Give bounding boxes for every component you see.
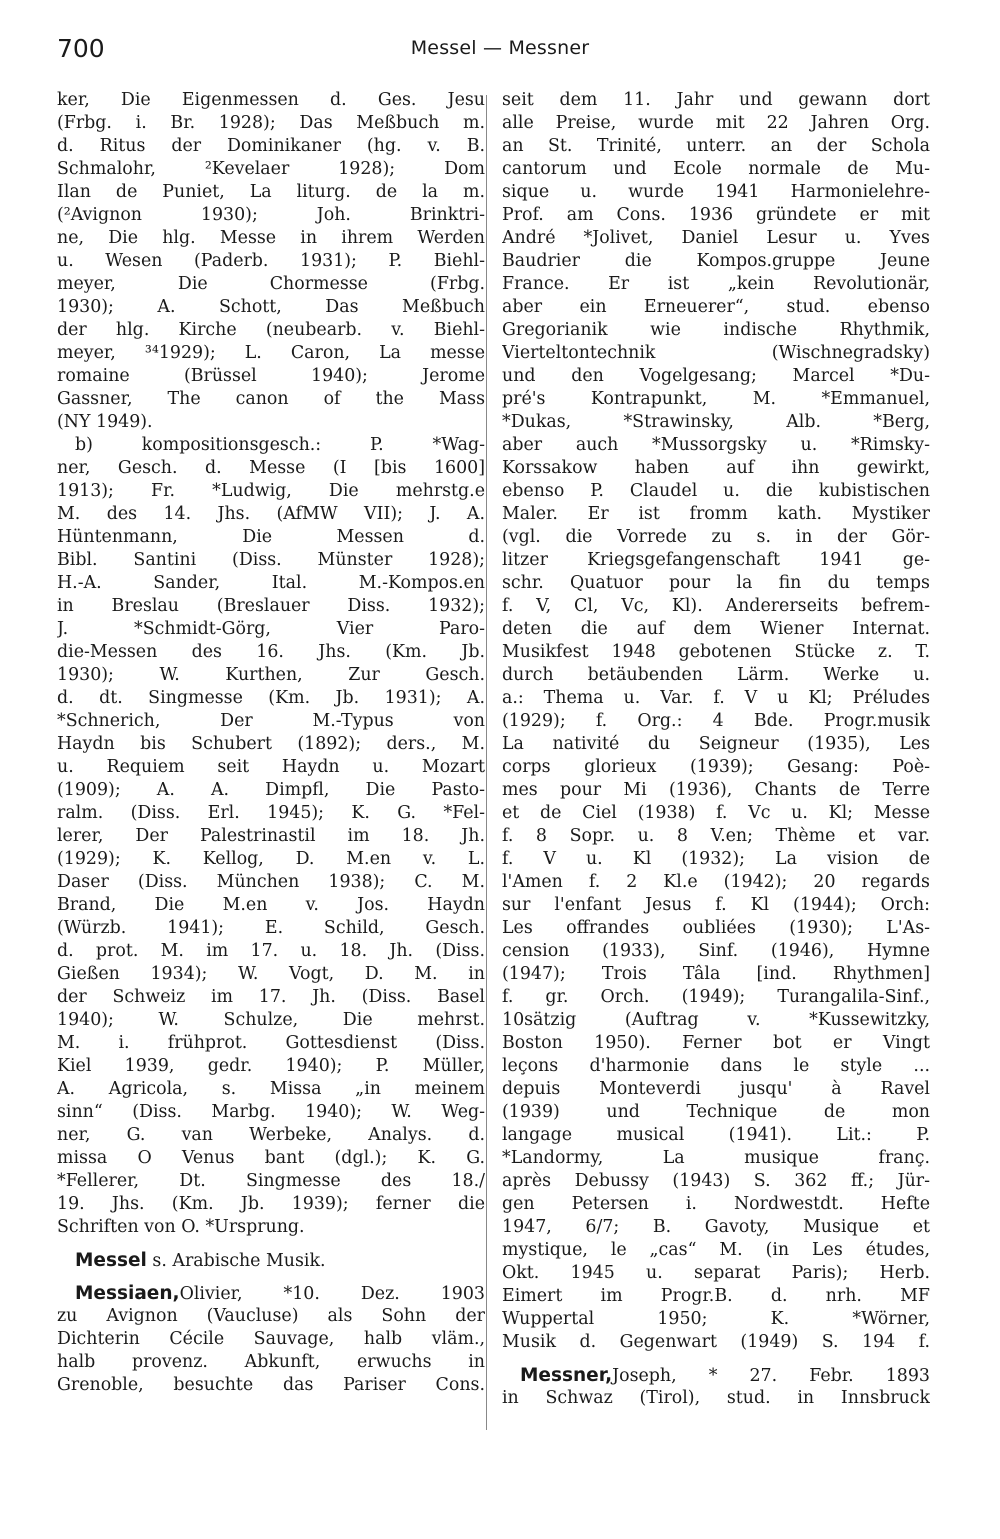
text-line: Kiel 1939, gedr. 1940); P. Müller,	[57, 1056, 485, 1076]
text-line: a.: Thema u. Var. f. V u Kl; Préludes	[502, 688, 930, 708]
text-line: pré's Kontrapunkt, M. *Emmanuel,	[502, 389, 930, 409]
text-line: Grenoble, besuchte das Pariser Cons.	[57, 1375, 485, 1395]
text-line: (Frbg. i. Br. 1928); Das Meßbuch m.	[57, 113, 485, 133]
text-line: cension (1933), Sinf. (1946), Hymne	[502, 941, 930, 961]
text-line: 1947, 6/7; B. Gavoty, Musique et	[502, 1217, 930, 1237]
column-divider	[486, 95, 487, 1430]
text-line: Bibl. Santini (Diss. Münster 1928);	[57, 550, 485, 570]
text-line: lerer, Der Palestrinastil im 18. Jh.	[57, 826, 485, 846]
text-line: Musikfest 1948 gebotenen Stücke z. T.	[502, 642, 930, 662]
text-line: langage musical (1941). Lit.: P.	[502, 1125, 930, 1145]
text-line: ker, Die Eigenmessen d. Ges. Jesu	[57, 90, 485, 110]
text-line: ner, G. van Werbeke, Analys. d.	[57, 1125, 485, 1145]
text-line: f. V, Cl, Vc, Kl). Andererseits befrem-	[502, 596, 930, 616]
text-line: litzer Kriegsgefangenschaft 1941 ge-	[502, 550, 930, 570]
entry-messel	[57, 1249, 485, 1272]
lemma-messiaen: Messiaen,	[75, 1283, 180, 1304]
text-line: 1930); A. Schott, Das Meßbuch	[57, 297, 485, 317]
text-line: 19. Jhs. (Km. Jb. 1939); ferner die	[57, 1194, 485, 1214]
text-line: (²Avignon 1930); Joh. Brinktri-	[57, 205, 485, 225]
entry-messner-body	[502, 1387, 930, 1410]
text-line: leçons d'harmonie dans le style ...	[502, 1056, 930, 1076]
text-line: cantorum und Ecole normale de Mu-	[502, 159, 930, 179]
text-line: f. gr. Orch. (1949); Turangalila-Sinf.,	[502, 987, 930, 1007]
text-line: d. dt. Singmesse (Km. Jb. 1931); A.	[57, 688, 485, 708]
text-line: f. V u. Kl (1932); La vision de	[502, 849, 930, 869]
text-line: A. Agricola, s. Missa „in meinem	[57, 1079, 485, 1099]
lemma-messner: Messner,	[520, 1365, 613, 1386]
lemma-messel: Messel	[75, 1250, 147, 1271]
text-line: (1939) und Technique de mon	[502, 1102, 930, 1122]
entry-messner-first-line: Joseph, * 27. Febr. 1893	[612, 1366, 930, 1386]
text-line: M. des 14. Jhs. (AfMW VII); J. A.	[57, 504, 485, 524]
text-line: Boston 1950). Ferner bot er Vingt	[502, 1033, 930, 1053]
text-line: Dichterin Cécile Sauvage, halb vläm.,	[57, 1329, 485, 1349]
text-line: missa O Venus bant (dgl.); K. G.	[57, 1148, 485, 1168]
text-line: (vgl. die Vorrede zu s. in der Gör-	[502, 527, 930, 547]
text-line: seit dem 11. Jahr und gewann dort	[502, 90, 930, 110]
text-line: Gregorianik wie indische Rhythmik,	[502, 320, 930, 340]
text-line: deten die auf dem Wiener Internat.	[502, 619, 930, 639]
text-line: u. Wesen (Paderb. 1931); P. Biehl-	[57, 251, 485, 271]
left-column-body	[57, 89, 485, 1239]
text-line: meyer, ³⁴1929); L. Caron, La messe	[57, 343, 485, 363]
text-line: romaine (Brüssel 1940); Jerome	[57, 366, 485, 386]
text-line: der Schweiz im 17. Jh. (Diss. Basel	[57, 987, 485, 1007]
text-line: M. i. frühprot. Gottesdienst (Diss.	[57, 1033, 485, 1053]
text-line: halb provenz. Abkunft, erwuchs in	[57, 1352, 485, 1372]
text-line: (NY 1949).	[57, 412, 153, 432]
text-line: b) kompositionsgesch.: P. *Wag-	[75, 435, 485, 455]
text-line: sur l'enfant Jesus f. Kl (1944); Orch:	[502, 895, 930, 915]
text-line: (1929); f. Org.: 4 Bde. Progr.musik	[502, 711, 930, 731]
text-line: in Schwaz (Tirol), stud. in Innsbruck	[502, 1388, 930, 1408]
text-line: meyer, Die Chormesse (Frbg.	[57, 274, 485, 294]
text-line: Daser (Diss. München 1938); C. M.	[57, 872, 485, 892]
text-line: André *Jolivet, Daniel Lesur u. Yves	[502, 228, 930, 248]
text-line: J. *Schmidt-Görg, Vier Paro-	[57, 619, 485, 639]
text-line: ebenso P. Claudel u. die kubistischen	[502, 481, 930, 501]
text-line: gen Petersen i. Nordwestdt. Hefte	[502, 1194, 930, 1214]
text-line: Prof. am Cons. 1936 gründete er mit	[502, 205, 930, 225]
text-line: 10sätzig (Auftrag v. *Kussewitzky,	[502, 1010, 930, 1030]
running-head: Messel — Messner	[410, 37, 590, 59]
text-line: ne, Die hlg. Messe in ihrem Werden	[57, 228, 485, 248]
text-line: die-Messen des 16. Jhs. (Km. Jb.	[57, 642, 485, 662]
text-line: zu Avignon (Vaucluse) als Sohn der	[57, 1306, 485, 1326]
text-line: ralm. (Diss. Erl. 1945); K. G. *Fel-	[57, 803, 485, 823]
text-line: aber ein Erneuerer“, stud. ebenso	[502, 297, 930, 317]
text-line: Ilan de Puniet, La liturg. de la m.	[57, 182, 485, 202]
page-number: 700	[57, 34, 105, 63]
entry-messiaen-head	[57, 1282, 485, 1305]
text-line: Haydn bis Schubert (1892); ders., M.	[57, 734, 485, 754]
text-line: *Dukas, *Strawinsky, Alb. *Berg,	[502, 412, 930, 432]
text-line: sinn“ (Diss. Marbg. 1940); W. Weg-	[57, 1102, 485, 1122]
text-line: Okt. 1945 u. separat Paris); Herb.	[502, 1263, 930, 1283]
text-line: La nativité du Seigneur (1935), Les	[502, 734, 930, 754]
text-line: Schriften von O. *Ursprung.	[57, 1217, 305, 1237]
text-line: depuis Monteverdi jusqu' à Ravel	[502, 1079, 930, 1099]
text-line: in Breslau (Breslauer Diss. 1932);	[57, 596, 485, 616]
text-line: f. 8 Sopr. u. 8 V.en; Thème et var.	[502, 826, 930, 846]
text-line: Hüntenmann, Die Messen d.	[57, 527, 485, 547]
text-line: (1929); K. Kellog, D. M.en v. L.	[57, 849, 485, 869]
entry-messner-head	[502, 1364, 930, 1387]
text-line: durch betäubenden Lärm. Werke u.	[502, 665, 930, 685]
text-line: 1940); W. Schulze, Die mehrst.	[57, 1010, 485, 1030]
text-line: Vierteltontechnik (Wischnegradsky)	[502, 343, 930, 363]
text-line: Brand, Die M.en v. Jos. Haydn	[57, 895, 485, 915]
text-line: et de Ciel (1938) f. Vc u. Kl; Messe	[502, 803, 930, 823]
text-line: France. Er ist „kein Revolutionär,	[502, 274, 930, 294]
entry-messel-text: s. Arabische Musik.	[146, 1251, 326, 1271]
text-line: Les offrandes oubliées (1930); L'As-	[502, 918, 930, 938]
text-line: après Debussy (1943) S. 362 ff.; Jür-	[502, 1171, 930, 1191]
text-line: mes pour Mi (1936), Chants de Terre	[502, 780, 930, 800]
text-line: (1909); A. A. Dimpfl, Die Pasto-	[57, 780, 485, 800]
text-line: H.-A. Sander, Ital. M.-Kompos.en	[57, 573, 485, 593]
text-line: d. Ritus der Dominikaner (hg. v. B.	[57, 136, 485, 156]
text-line: der hlg. Kirche (neubearb. v. Biehl-	[57, 320, 485, 340]
text-line: Baudrier die Kompos.gruppe Jeune	[502, 251, 930, 271]
text-line: aber auch *Mussorgsky u. *Rimsky-	[502, 435, 930, 455]
text-line: 1930); W. Kurthen, Zur Gesch.	[57, 665, 485, 685]
text-line: alle Preise, wurde mit 22 Jahren Org.	[502, 113, 930, 133]
entry-messiaen-body	[57, 1305, 485, 1397]
text-line: Korssakow haben auf ihn gewirkt,	[502, 458, 930, 478]
text-line: d. prot. M. im 17. u. 18. Jh. (Diss.	[57, 941, 485, 961]
text-line: schr. Quatuor pour la fin du temps	[502, 573, 930, 593]
text-line: und den Vogelgesang; Marcel *Du-	[502, 366, 930, 386]
text-line: sique u. wurde 1941 Harmonielehre-	[502, 182, 930, 202]
text-line: Wuppertal 1950; K. *Wörner,	[502, 1309, 930, 1329]
text-line: Gießen 1934); W. Vogt, D. M. in	[57, 964, 485, 984]
text-line: Musik d. Gegenwart (1949) S. 194 f.	[502, 1332, 930, 1352]
text-line: corps glorieux (1939); Gesang: Poè-	[502, 757, 930, 777]
text-line: l'Amen f. 2 Kl.e (1942); 20 regards	[502, 872, 930, 892]
right-column	[502, 89, 930, 1410]
text-line: u. Requiem seit Haydn u. Mozart	[57, 757, 485, 777]
text-line: *Fellerer, Dt. Singmesse des 18./	[57, 1171, 485, 1191]
entry-messiaen-first-line: Olivier, *10. Dez. 1903	[179, 1284, 485, 1304]
text-line: (1947); Trois Tâla [ind. Rhythmen]	[502, 964, 930, 984]
text-line: (Würzb. 1941); E. Schild, Gesch.	[57, 918, 485, 938]
text-line: an St. Trinité, unterr. an der Schola	[502, 136, 930, 156]
text-line: *Schnerich, Der M.-Typus von	[57, 711, 485, 731]
right-column-body	[502, 89, 930, 1354]
text-line: *Landormy, La musique franç.	[502, 1148, 930, 1168]
text-line: Eimert im Progr.B. d. nrh. MF	[502, 1286, 930, 1306]
text-line: Gassner, The canon of the Mass	[57, 389, 485, 409]
left-column	[57, 89, 485, 1397]
text-line: Maler. Er ist fromm kath. Mystiker	[502, 504, 930, 524]
text-line: Schmalohr, ²Kevelaer 1928); Dom	[57, 159, 485, 179]
text-line: 1913); Fr. *Ludwig, Die mehrstg.e	[57, 481, 485, 501]
text-line: mystique, le „cas“ M. (in Les études,	[502, 1240, 930, 1260]
text-line: ner, Gesch. d. Messe (I [bis 1600]	[57, 458, 485, 478]
